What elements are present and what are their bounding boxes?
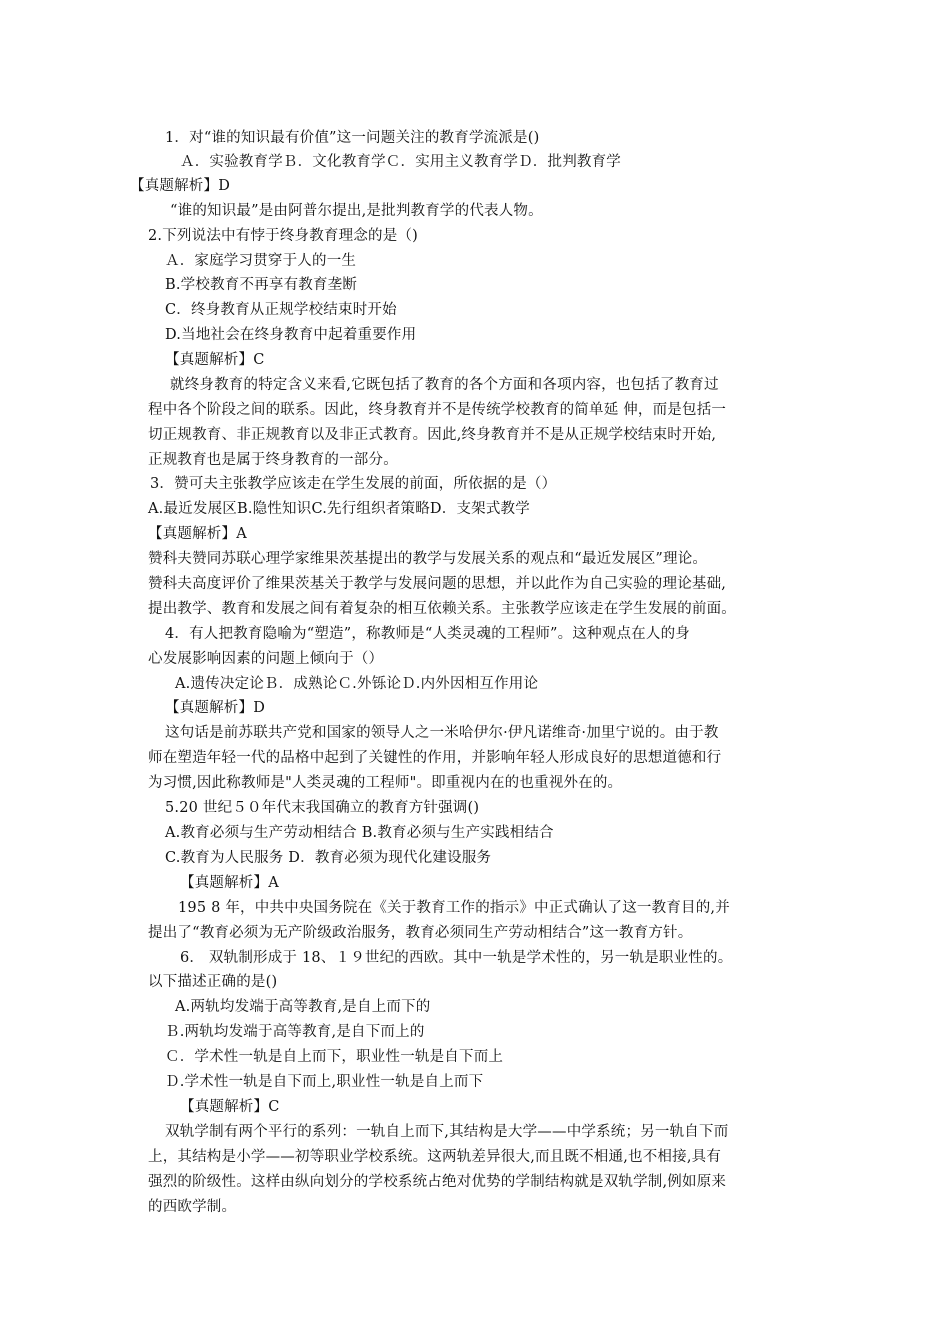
q2-option-c: C．终身教育从正规学校结束时开始 (165, 302, 397, 318)
q1-question: 1．对“谁的知识最有价值”这一问题关注的教育学流派是() (165, 130, 540, 146)
q2-explanation-line: 就终身教育的特定含义来看,它既包括了教育的各个方面和各项内容，也包括了教育过 (170, 377, 719, 393)
q4-explanation-line: 这句话是前苏联共产党和国家的领导人之一米哈伊尔·伊凡诺维奇·加里宁说的。由于教 (165, 725, 719, 741)
q2-answer: 【真题解析】C (165, 352, 265, 368)
q5-explanation-line: 195 8 年，中共中央国务院在《关于教育工作的指示》中正式确认了这一教育目的,并 (178, 900, 730, 916)
q3-question: 3．赞可夫主张教学应该走在学生发展的前面，所依据的是（） (150, 476, 557, 492)
q4-explanation-line: 为习惯,因此称教师是"人类灵魂的工程师"。即重视内在的也重视外在的。 (148, 775, 623, 791)
q1-options: Ａ．实验教育学Ｂ．文化教育学Ｃ．实用主义教育学Ｄ．批判教育学 (180, 154, 621, 170)
q3-explanation-line: 赞科夫赞同苏联心理学家维果茨基提出的教学与发展关系的观点和“最近发展区”理论。 (148, 551, 708, 567)
q5-question: 5.20 世纪５０年代末我国确立的教育方针强调() (165, 800, 480, 816)
q3-explanation-line: 提出教学、教育和发展之间有着复杂的相互依赖关系。主张教学应该走在学生发展的前面。 (148, 601, 736, 617)
q1-explanation: “谁的知识最”是由阿普尔提出,是批判教育学的代表人物。 (170, 203, 543, 219)
q6-explanation-line: 上，其结构是小学——初等职业学校系统。这两轨差异很大,而且既不相通,也不相接,具有 (148, 1149, 722, 1165)
q2-option-d: D.当地社会在终身教育中起着重要作用 (165, 327, 417, 343)
q5-explanation-line: 提出了“教育必须为无产阶级政治服务，教育必须同生产劳动相结合”这一教育方针。 (148, 925, 693, 941)
q2-explanation-line: 程中各个阶段之间的联系。因此，终身教育并不是传统学校教育的简单延 伸，而是包括一 (148, 402, 727, 418)
q6-option-a: A.两轨均发端于高等教育,是自上而下的 (175, 999, 431, 1015)
q4-question-line: 4．有人把教育隐喻为“塑造”，称教师是“人类灵魂的工程师”。这种观点在人的身 (165, 626, 690, 642)
q6-explanation-line: 双轨学制有两个平行的系列：一轨自上而下,其结构是大学——中学系统；另一轨自下而 (165, 1124, 729, 1140)
q2-explanation-line: 切正规教育、非正规教育以及非正式教育。因此,终身教育并不是从正规学校结束时开始, (148, 427, 717, 443)
q1-answer: 【真题解析】D (130, 178, 231, 194)
q2-option-b: B.学校教育不再享有教育垄断 (165, 277, 358, 293)
q5-options-ab: A.教育必须与生产劳动相结合 B.教育必须与生产实践相结合 (165, 825, 554, 841)
q5-answer: 【真题解析】A (180, 875, 279, 891)
q4-answer: 【真题解析】D (165, 700, 266, 716)
q3-options: A.最近发展区B.隐性知识C.先行组织者策略D．支架式教学 (148, 501, 530, 517)
q2-option-a: Ａ．家庭学习贯穿于人的一生 (165, 253, 357, 269)
q6-option-d: Ｄ.学术性一轨是自下而上,职业性一轨是自上而下 (165, 1074, 484, 1090)
q3-answer: 【真题解析】A (148, 526, 247, 542)
q6-question-line: 以下描述正确的是() (148, 974, 278, 990)
q6-option-b: Ｂ.两轨均发端于高等教育,是自下而上的 (165, 1024, 425, 1040)
q6-explanation-line: 强烈的阶级性。这样由纵向划分的学校系统占绝对优势的学制结构就是双轨学制,例如原来 (148, 1174, 727, 1190)
q3-explanation-line: 赞科夫高度评价了维果茨基关于教学与发展问题的思想，并以此作为自己实验的理论基础, (148, 576, 727, 592)
q4-explanation-line: 师在塑造年轻一代的品格中起到了关键性的作用，并影响年轻人形成良好的思想道德和行 (148, 750, 722, 766)
q2-explanation-line: 正规教育也是属于终身教育的一部分。 (148, 452, 398, 468)
q4-options: A.遗传决定论Ｂ．成熟论Ｃ.外铄论Ｄ.内外因相互作用论 (175, 676, 539, 692)
q6-option-c: Ｃ．学术性一轨是自上而下，职业性一轨是自下而上 (165, 1049, 504, 1065)
q6-question-line: 6． 双轨制形成于 18、１９世纪的西欧。其中一轨是学术性的，另一轨是职业性的。 (180, 950, 733, 966)
q6-explanation-line: 的西欧学制。 (148, 1199, 237, 1215)
q6-answer: 【真题解析】C (180, 1099, 280, 1115)
q4-question-line: 心发展影响因素的问题上倾向于（） (148, 651, 384, 667)
q5-options-cd: C.教育为人民服务 D．教育必须为现代化建设服务 (165, 850, 492, 866)
q2-question: 2.下列说法中有悖于终身教育理念的是（) (148, 228, 418, 244)
